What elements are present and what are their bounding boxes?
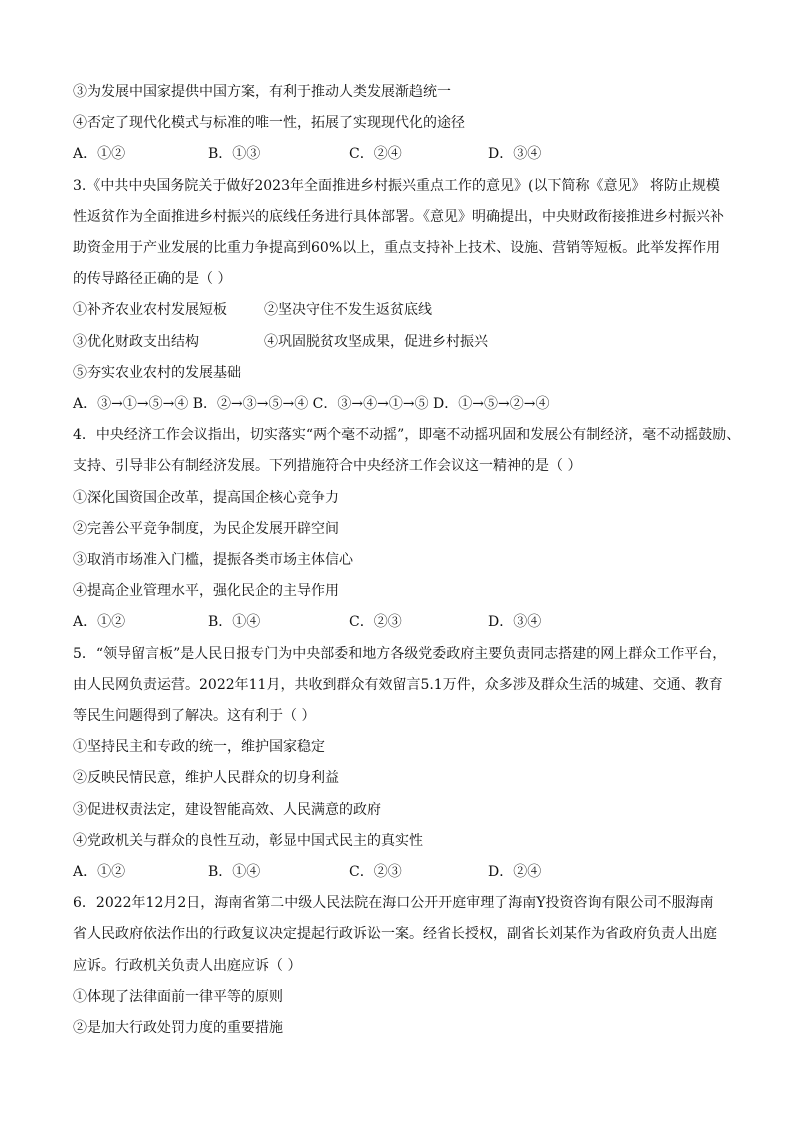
answer-option: C．②③ xyxy=(349,864,402,880)
text-line: 的传导路径正确的是（ ） xyxy=(73,271,232,288)
text-line: ②完善公平竞争制度，为民企发展开辟空间 xyxy=(73,520,339,537)
answer-option: D．②④ xyxy=(488,864,542,880)
text-line: 6．2022年12月2日，海南省第二中级人民法院在海口公开开庭审理了海南Y投资咨询有限公司不服海南 xyxy=(73,895,714,912)
text-line: 助资金用于产业发展的比重力争提高到60%以上，重点支持补上技术、设施、营销等短板。此举发挥作用 xyxy=(73,240,721,256)
text-line: ④否定了现代化模式与标准的唯一性，拓展了实现现代化的途径 xyxy=(73,115,465,132)
text-line: 5．“领导留言板”是人民日报专门为中央部委和地方各级党委政府主要负责同志搭建的网上群众工作平台， xyxy=(73,645,727,662)
answer-option: A．①② xyxy=(73,614,126,631)
answer-option: D．③④ xyxy=(488,146,542,163)
text-line: ④提高企业管理水平，强化民企的主导作用 xyxy=(73,583,339,600)
text-line: ①坚持民主和专政的统一，维护国家稳定 xyxy=(73,739,325,756)
text-line: A．③→①→⑤→④ B．②→③→⑤→④ C．③→④→①→⑤ D．①→⑤→②→④ xyxy=(73,396,550,412)
text-line: ①体现了法律面前一律平等的原则 xyxy=(73,988,283,1005)
text-line: ③取消市场准入门槛，提振各类市场主体信心 xyxy=(73,552,353,568)
answer-option: D．③④ xyxy=(488,614,542,631)
text-line: 省人民政府依法作出的行政复议决定提起行政诉讼一案。经省长授权，副省长刘某作为省政府负责人出庭 xyxy=(73,926,717,943)
answer-option: B．①③ xyxy=(208,146,261,163)
text-line: 性返贫作为全面推进乡村振兴的底线任务进行具体部署。《意见》明确提出，中央财政衔接推进乡村振兴补 xyxy=(73,208,724,225)
answer-option: B．①④ xyxy=(208,864,261,880)
statement-item: ②坚决守住不发生返贫底线 xyxy=(264,302,432,319)
text-line: ③促进权责法定，建设智能高效、人民满意的政府 xyxy=(73,801,381,818)
answer-option: C．②④ xyxy=(349,146,402,163)
text-line: ①深化国资国企改革，提高国企核心竞争力 xyxy=(73,489,339,506)
statement-item: ④巩固脱贫攻坚成果，促进乡村振兴 xyxy=(264,333,488,350)
statement-item: ③优化财政支出结构 xyxy=(73,333,199,350)
text-line: ②是加大行政处罚力度的重要措施 xyxy=(73,1020,283,1036)
text-line: ③为发展中国家提供中国方案，有利于推动人类发展渐趋统一 xyxy=(73,84,451,100)
statement-item: ①补齐农业农村发展短板 xyxy=(73,302,227,319)
text-line: 支持、引导非公有制经济发展。下列措施符合中央经济工作会议这一精神的是（ ） xyxy=(73,458,582,475)
text-line: 等民生问题得到了解决。这有利于（ ） xyxy=(73,708,316,724)
answer-option: C．②③ xyxy=(349,614,402,631)
text-line: 应诉。行政机关负责人出庭应诉（ ） xyxy=(73,957,302,974)
text-line: ⑤夯实农业农村的发展基础 xyxy=(73,364,241,381)
text-line: 由人民网负责运营。2022年11月，共收到群众有效留言5.1万件，众多涉及群众生活的城建、交通、教育 xyxy=(73,676,723,693)
text-line: ②反映民情民意，维护人民群众的切身利益 xyxy=(73,770,339,787)
text-line: 3.《中共中央国务院关于做好2023年全面推进乡村振兴重点工作的意见》(以下简称《意见》 将防止规模 xyxy=(73,177,720,194)
answer-option: B．①④ xyxy=(208,614,261,631)
answer-option: A．①② xyxy=(73,864,126,880)
answer-option: A．①② xyxy=(73,146,126,163)
text-line: ④党政机关与群众的良性互动，彰显中国式民主的真实性 xyxy=(73,832,423,849)
text-line: 4．中央经济工作会议指出，切实落实“两个毫不动摇”，即毫不动摇巩固和发展公有制经济，毫不动摇鼓励、 xyxy=(73,427,741,444)
